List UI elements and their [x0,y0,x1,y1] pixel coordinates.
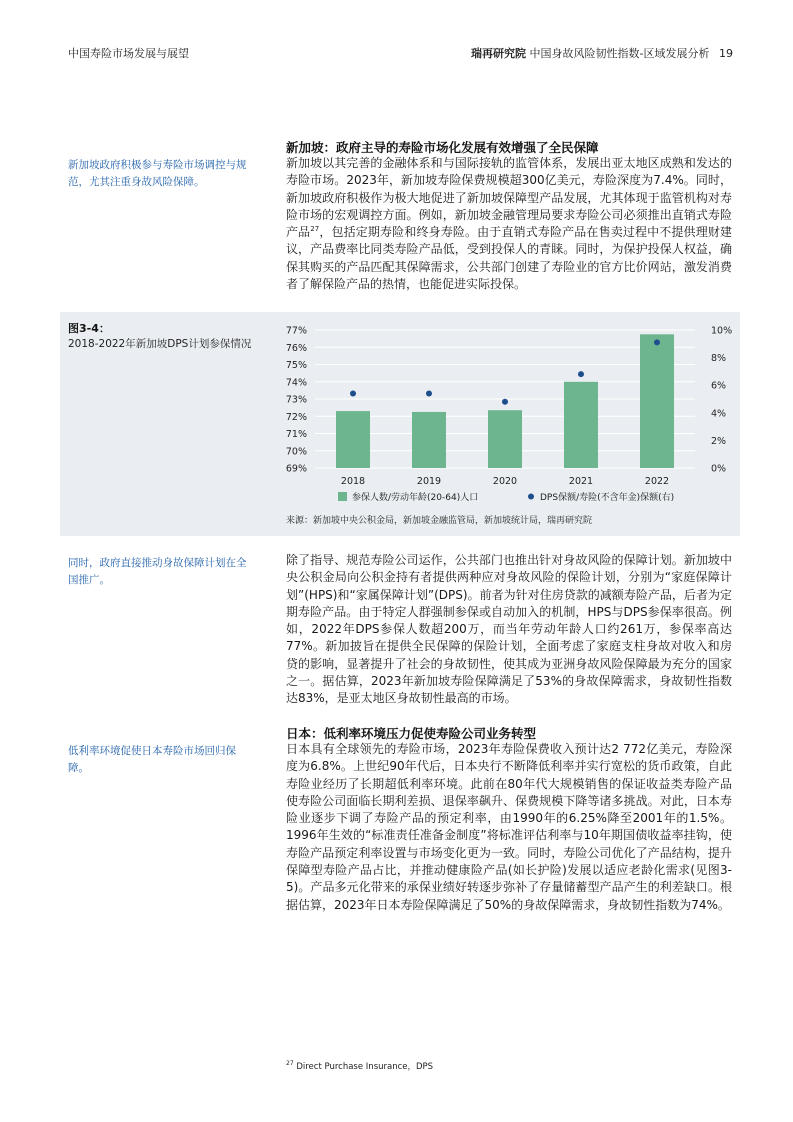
y-right-tick-label: 8% [711,353,727,365]
y-left-tick-label: 76% [285,342,307,354]
bar-2019 [412,412,446,468]
x-tick-label: 2020 [492,476,518,487]
y-left-tick-label: 77% [285,325,307,337]
legend-dot-label: DPS保额/寿险(不含年金)保额(右) [540,493,675,503]
bar-2021 [564,382,598,468]
figure-title: 2018-2022年新加坡DPS计划参保情况 [68,338,252,350]
singapore-side-note: 新加坡政府积极参与寿险市场调控与规范，尤其注重身故风险保障。 [68,159,247,188]
y-left-tick-label: 70% [285,446,307,458]
x-tick-label: 2021 [568,476,594,487]
dot-2022 [654,339,660,345]
y-left-tick-label: 69% [285,463,307,475]
singapore-heading: 新加坡：政府主导的寿险市场化发展有效增强了全民保障 [286,140,599,155]
running-header-right [471,45,733,61]
figure-label: 图3-4： [68,322,110,335]
x-tick-label: 2022 [644,476,670,487]
x-tick-label: 2018 [340,476,366,487]
y-right-tick-label: 10% [711,325,733,337]
y-right-tick-label: 0% [711,463,727,475]
x-tick-label: 2019 [416,476,442,487]
japan-paragraph: 日本具有全球领先的寿险市场，2023年寿险保费收入预计达2 772亿美元，寿险深度为6.8%。上世纪90年代后，日本央行不断降低利率并实行宽松的货币政策，自此寿险业经历了长期超低利率环境。此前在80年代大规模销售的保证收益类寿险产品使寿险公司面临长期利差损、退保率飙升、保费规模下降等诸多挑战。对此，日本寿险业逐步下调了寿险产品的预定利率，由1990年的6.25%降至2001年的1.5%。1996年生效的“标准责任准备金制度”将标准评估利率与10年期国债收益率挂钩，使寿险产品预定利率设置与市场变化更为一致。同时，寿险公司优化了产品结构，提升保障型寿险产品占比，并推动健康险产品(如长护险)发展以适应老龄化需求(见图3-5)。产品多元化带来的承保业绩好转逐步弥补了存量储蓄型产品产生的利差缺口。根据估算，2023年日本寿险保障满足了50%的身故保障需求，身故韧性指数为74%。 [286,742,732,912]
dps-paragraph: 除了指导、规范寿险公司运作，公共部门也推出针对身故风险的保障计划。新加坡中央公积金局向公积金持有者提供两种应对身故风险的保险计划，分别为“家庭保障计划”(HPS)和“家属保障计划”(DPS)。前者为针对住房贷款的减额寿险产品，后者为定期寿险产品。由于特定人群强制参保或自动加入的机制，HPS与DPS参保率很高。例如，2022年DPS参保人数超200万，而当年劳动年龄人口约261万，参保率高达77%。新加披旨在提供全民保障的保险计划，全面考虑了家庭支柱身故对收入和房贷的影响，显著提升了社会的身故韧性，使其成为亚洲身故风险保障最为充分的国家之一。据估算，2023年新加坡寿险保障满足了53%的身故保障需求，身故韧性指数达83%，是亚太地区身故韧性最高的市场。 [286,553,732,706]
legend-bar-swatch [338,492,347,501]
y-left-tick-label: 75% [285,360,307,371]
y-right-tick-label: 2% [711,435,727,447]
bar-2020 [488,410,522,468]
y-left-tick-label: 71% [285,429,307,440]
figure-source: 来源：新加坡中央公积金局，新加坡金融监管局，新加坡统计局，瑞再研究院 [286,516,593,526]
running-header-title: 中国寿险市场发展与展望 [68,47,189,60]
singapore-paragraph [286,155,732,293]
footnote-number: 27 [286,1060,294,1068]
japan-side-note: 低利率环境促使日本寿险市场回归保障。 [68,745,236,774]
section-title: 中国身故风险韧性指数-区域发展分析 [529,47,710,60]
y-left-tick-label: 73% [285,394,307,406]
dot-2019 [426,390,432,396]
y-right-tick-label: 6% [711,380,727,392]
dot-2021 [578,371,584,377]
brand-name: 瑞再研究院 [471,47,527,60]
legend-dot-swatch [528,494,534,500]
bar-2018 [336,411,370,468]
japan-heading: 日本：低利率环境压力促使寿险公司业务转型 [286,726,537,741]
y-left-tick-label: 72% [285,411,307,423]
dps-side-note: 同时，政府直接推动身故保障计划在全国推广。 [68,557,247,586]
dps-chart [270,318,740,513]
legend-bar-label: 参保人数/劳动年龄(20-64)人口 [352,493,479,503]
singapore-paragraph-text-2: ，包括定期寿险和终身寿险。由于直销式寿险产品在售卖过程中不提供理财建议，产品费率比同类寿险产品低，受到投保人的青睐。同时，为保护投保人权益，确保其购买的产品匹配其保障需求，公共部门创建了寿险业的官方比价网站，激发消费者了解保险产品的热情，也能促进实际投保。 [286,225,732,292]
bar-2022 [640,334,674,468]
page-number: 19 [719,47,733,60]
y-left-tick-label: 74% [285,377,307,389]
footnote [286,1060,433,1072]
y-right-tick-label: 4% [711,408,727,420]
footnote-ref: 27 [310,225,320,234]
footnote-text: Direct Purchase Insurance，DPS [296,1062,434,1072]
singapore-paragraph-text-1: 新加坡以其完善的金融体系和与国际接轨的监管体系，发展出亚太地区成熟和发达的寿险市场。2023年，新加坡寿险保费规模超300亿美元，寿险深度为7.4%。同时，新加坡政府积极作为极大地促进了新加坡保障型产品发展，尤其体现于监管机构对寿险市场的宏观调控方面。例如，新加坡金融管理局要求寿险公司必须推出直销式寿险产品 [286,156,732,240]
dot-2018 [350,390,356,396]
dot-2020 [502,399,508,405]
